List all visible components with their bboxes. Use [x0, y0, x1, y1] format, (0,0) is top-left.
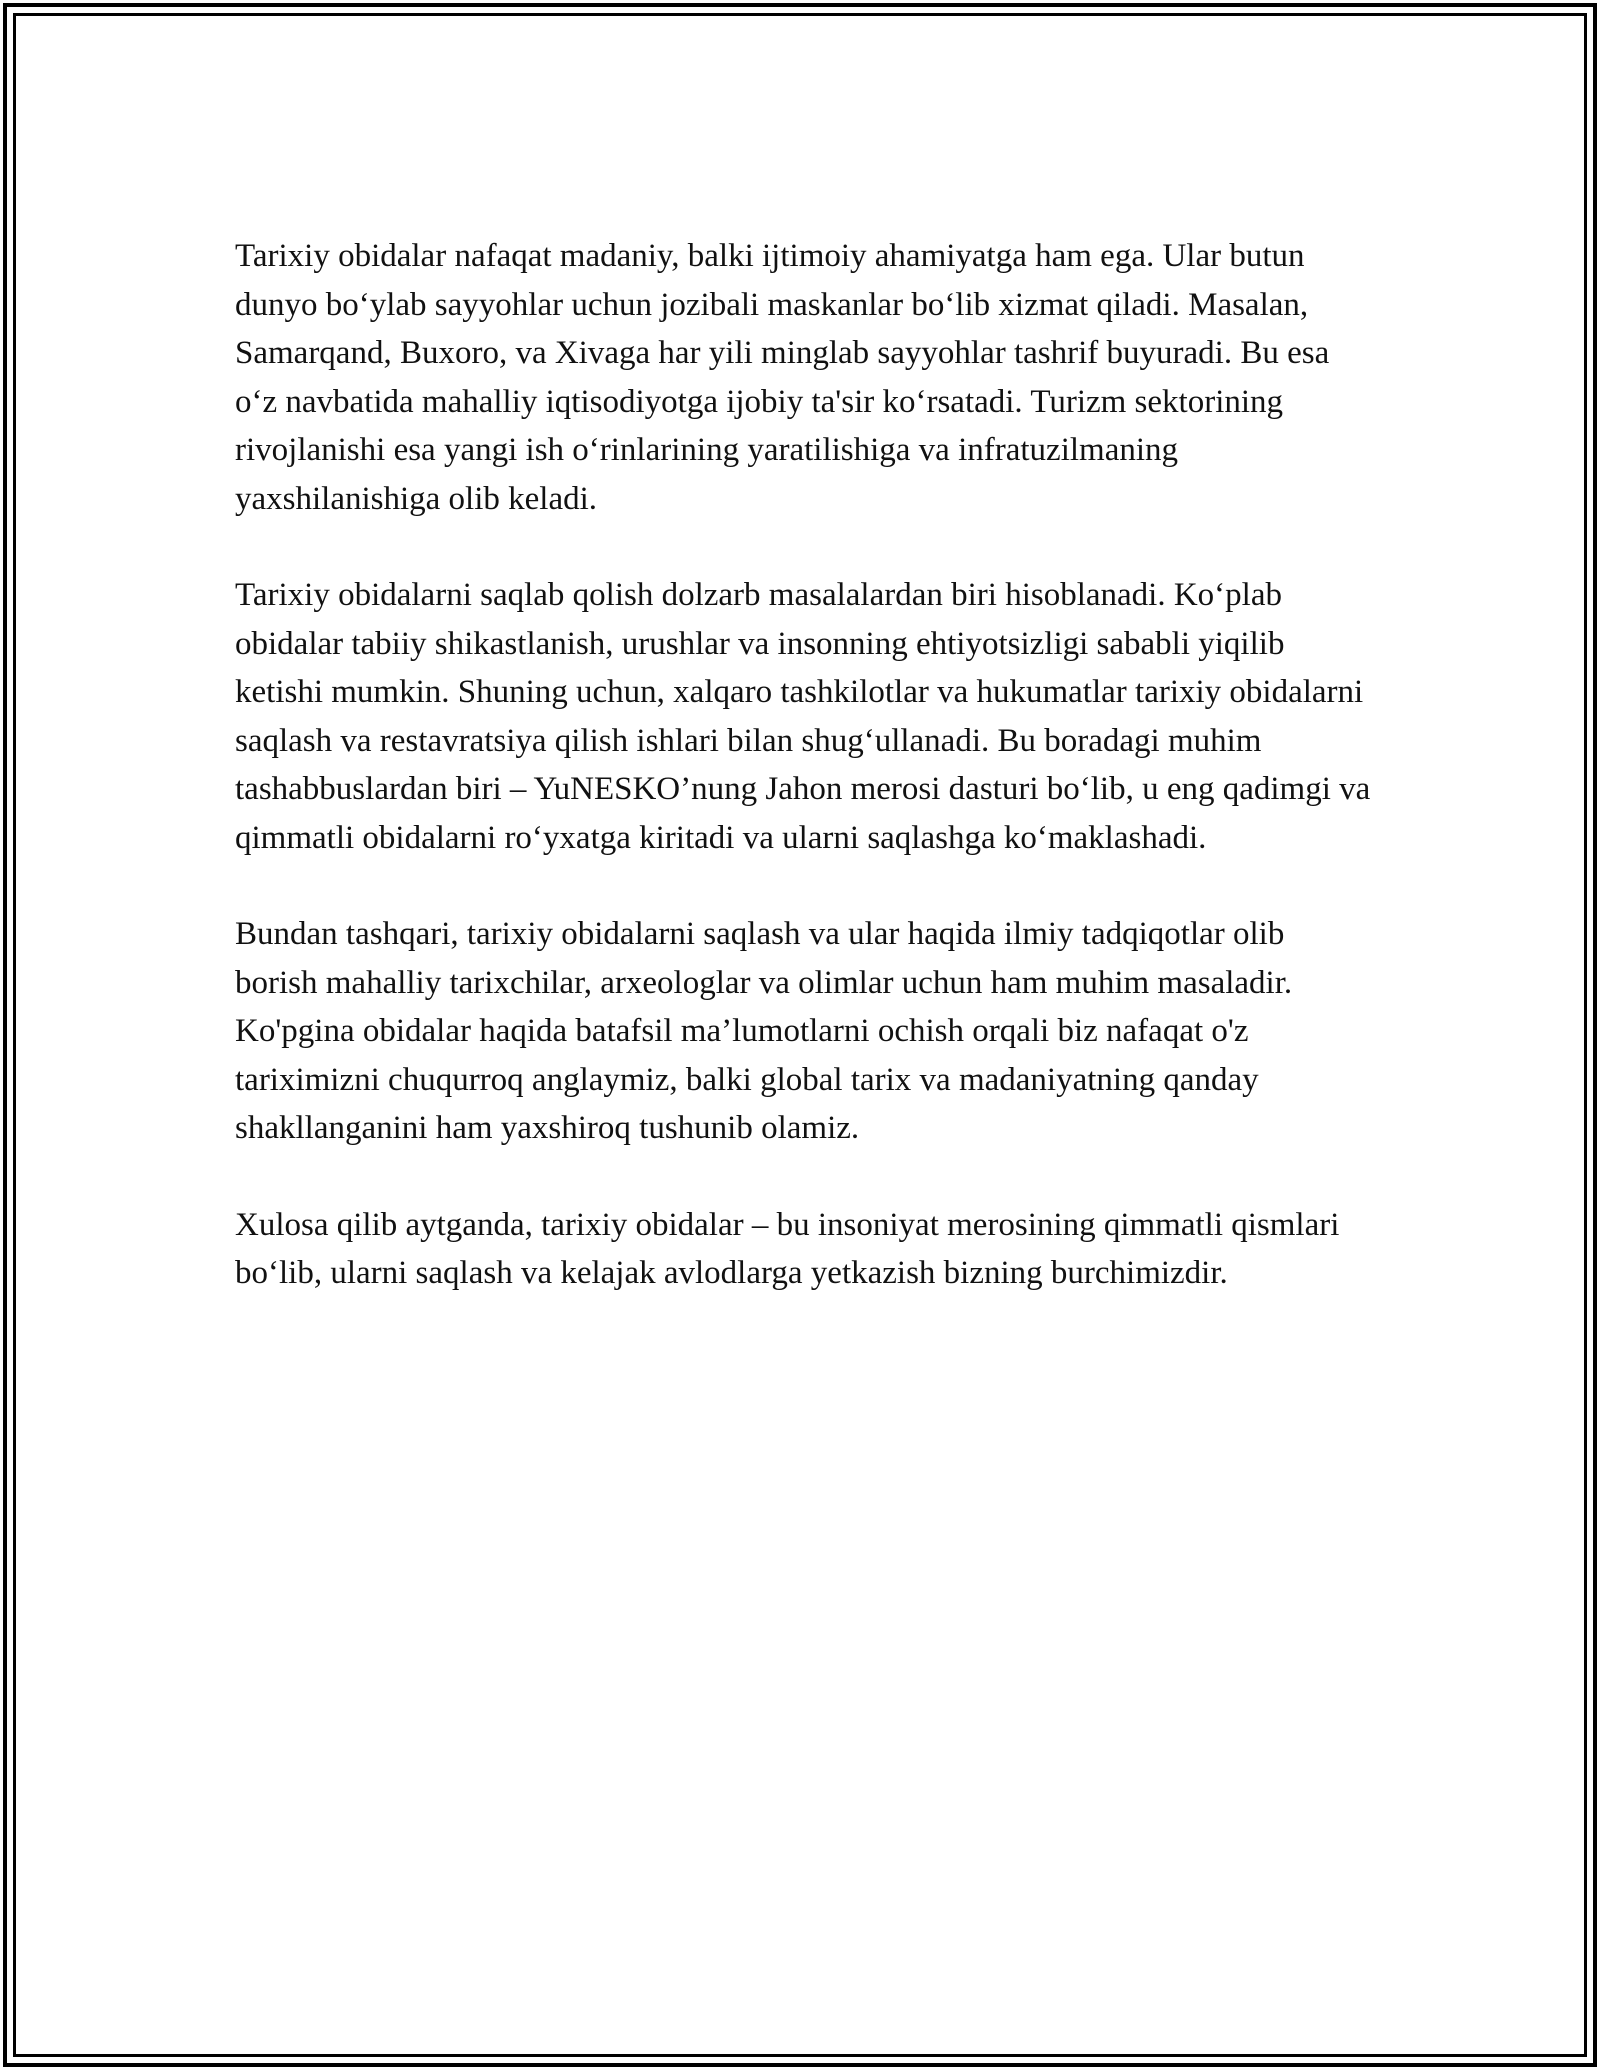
document-body — [235, 232, 1375, 1346]
paragraph: Tarixiy obidalarni saqlab qolish dolzarb masalalardan biri hisoblanadi. Ko‘plab obidalar tabiiy shikastlanish, urushlar va insonning ehtiyotsizligi sababli yiqilib ketishi mumkin. Shuning uchun, xalqaro tashkilotlar va hukumatlar tarixiy obidalarni saqlash va restavratsiya qilish ishlari bilan shug‘ullanadi. Bu boradagi muhim tashabbuslardan biri – YuNESKO’nung Jahon merosi dasturi bo‘lib, u eng qadimgi va qimmatli obidalarni ro‘yxatga kiritadi va ularni saqlashga ko‘maklashadi. — [235, 577, 1371, 856]
paragraph: Tarixiy obidalar nafaqat madaniy, balki ijtimoiy ahamiyatga ham ega. Ular butun dunyo bo‘ylab sayyohlar uchun jozibali maskanlar bo‘lib xizmat qiladi. Masalan, Samarqand, Buxoro, va Xivaga har yili minglab sayyohlar tashrif buyuradi. Bu esa o‘z navbatida mahalliy iqtisodiyotga ijobiy ta'sir ko‘rsatadi. Turizm sektorining rivojlanishi esa yangi ish o‘rinlarining yaratilishiga va infratuzilmaning yaxshilanishiga olib keladi. — [235, 238, 1330, 517]
paragraph: Xulosa qilib aytganda, tarixiy obidalar – bu insoniyat merosining qimmatli qismlari bo‘lib, ularni saqlash va kelajak avlodlarga yetkazish bizning burchimizdir. — [235, 1206, 1340, 1291]
paragraph: Bundan tashqari, tarixiy obidalarni saqlash va ular haqida ilmiy tadqiqotlar olib borish mahalliy tarixchilar, arxeologlar va olimlar uchun ham muhim masaladir. Ko'pgina obidalar haqida batafsil ma’lumotlarni ochish orqali biz nafaqat o'z tariximizni chuqurroq anglaymiz, balki global tarix va madaniyatning qanday shakllanganini ham yaxshiroq tushunib olamiz. — [235, 916, 1293, 1146]
